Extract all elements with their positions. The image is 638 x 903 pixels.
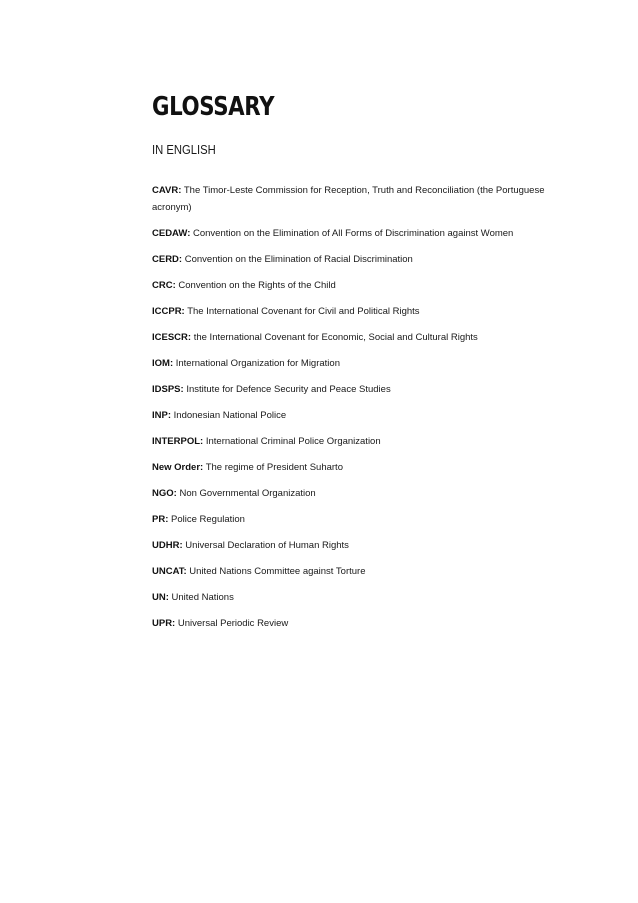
glossary-definition: Universal Declaration of Human Rights [185,540,349,551]
page-title: GLOSSARY [152,92,275,122]
glossary-abbr: CRC: [152,280,176,291]
glossary-definition: The Timor-Leste Commission for Reception, Truth and Reconciliation (the Portuguese acronym) [152,185,545,213]
glossary-entry [152,251,552,268]
glossary-abbr: CAVR: [152,185,182,196]
glossary-definition: International Criminal Police Organization [205,436,381,447]
page-subtitle: IN ENGLISH [152,143,216,157]
glossary-entry [152,355,552,372]
glossary-abbr: UN: [152,592,169,603]
glossary-definition: Universal Periodic Review [177,618,289,629]
glossary-entry [152,433,552,450]
glossary-entry [152,485,552,502]
glossary-abbr: IOM: [152,358,174,369]
glossary-abbr: PR: [152,514,169,525]
glossary-definition: United Nations [171,592,234,603]
glossary-entry [152,511,552,528]
glossary-abbr: UNCAT: [152,566,187,577]
glossary-abbr: NGO: [152,488,177,499]
glossary-entry [152,615,552,632]
glossary-definition: Convention on the Rights of the Child [178,280,336,291]
glossary-entry [152,225,552,242]
glossary-abbr: New Order: [152,462,204,473]
glossary-entry [152,303,552,320]
glossary-abbr: INP: [152,410,171,421]
glossary-definition: United Nations Committee against Torture [189,566,366,577]
glossary-entry [152,537,552,554]
glossary-entry [152,589,552,606]
glossary-definition: The International Covenant for Civil and Political Rights [187,306,420,317]
glossary-entry [152,563,552,580]
glossary-abbr: CERD: [152,254,183,265]
glossary-abbr: IDSPS: [152,384,184,395]
glossary-definition: the International Covenant for Economic, Social and Cultural Rights [193,332,478,343]
glossary-definition: Non Governmental Organization [179,488,316,499]
glossary-entry [152,277,552,294]
glossary-abbr: ICESCR: [152,332,192,343]
glossary-entry [152,182,552,216]
glossary-abbr: CEDAW: [152,228,191,239]
glossary-abbr: UPR: [152,618,176,629]
glossary-list [152,182,552,641]
glossary-definition: Indonesian National Police [173,410,287,421]
glossary-entry [152,329,552,346]
glossary-entry [152,459,552,476]
glossary-definition: Institute for Defence Security and Peace Studies [186,384,391,395]
glossary-entry [152,407,552,424]
glossary-abbr: INTERPOL: [152,436,204,447]
glossary-abbr: UDHR: [152,540,183,551]
glossary-definition: Convention on the Elimination of All Forms of Discrimination against Women [193,228,514,239]
glossary-definition: International Organization for Migration [175,358,340,369]
glossary-definition: Police Regulation [171,514,245,525]
glossary-entry [152,381,552,398]
glossary-definition: Convention on the Elimination of Racial Discrimination [184,254,413,265]
glossary-definition: The regime of President Suharto [205,462,343,473]
glossary-abbr: ICCPR: [152,306,185,317]
